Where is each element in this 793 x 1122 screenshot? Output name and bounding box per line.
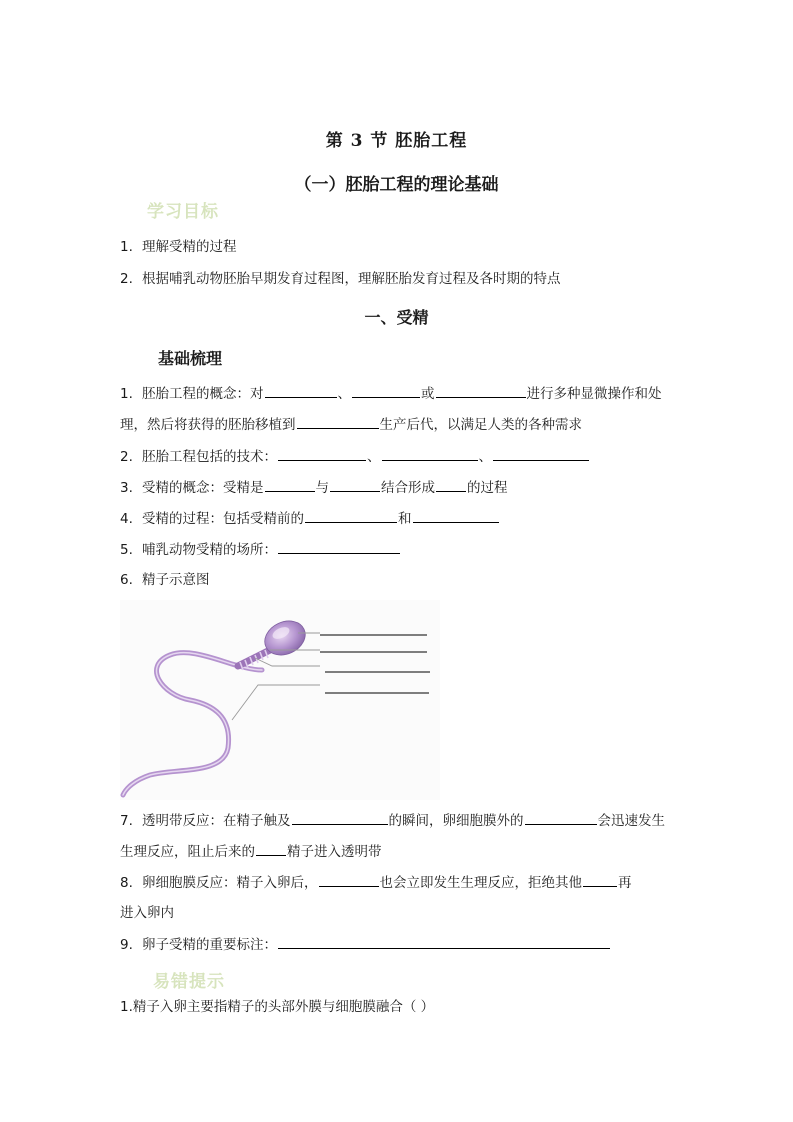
question-text: 、 [478, 449, 492, 465]
question-num: 4. [120, 511, 133, 527]
sperm-diagram [120, 600, 440, 800]
page-subtitle: （一）胚胎工程的理论基础 [294, 175, 499, 195]
question-num: 1. [120, 386, 133, 402]
answer-blank[interactable] [278, 539, 400, 554]
question-text: 结合形成 [381, 480, 435, 496]
question-1-cont [120, 414, 582, 435]
answer-blank[interactable] [297, 414, 379, 429]
question-text: 透明带反应：在精子触及 [142, 813, 291, 829]
question-text: 生产后代，以满足人类的各种需求 [379, 417, 582, 433]
answer-blank[interactable] [583, 872, 617, 887]
question-9 [120, 934, 611, 955]
question-text: 精子示意图 [142, 572, 210, 588]
question-text: 的过程 [467, 480, 508, 496]
question-7 [120, 810, 665, 831]
answer-blank[interactable] [330, 477, 380, 492]
question-num: 7. [120, 813, 133, 829]
answer-blank[interactable] [436, 383, 526, 398]
question-2 [120, 446, 590, 467]
objective-text: 根据哺乳动物胚胎早期发育过程图，理解胚胎发育过程及各时期的特点 [142, 271, 561, 287]
question-text: 的瞬间，卵细胞膜外的 [388, 813, 524, 829]
question-text: 再 [618, 875, 632, 891]
answer-blank[interactable] [305, 508, 397, 523]
answer-blank[interactable] [265, 477, 315, 492]
page-title: 第 3 节 胚胎工程 [325, 131, 468, 151]
answer-blank[interactable] [256, 841, 286, 856]
question-text: 进入卵内 [120, 905, 174, 921]
question-text: 也会立即发生生理反应，拒绝其他 [379, 875, 582, 891]
objective-num: 2. [120, 271, 133, 287]
answer-blank[interactable] [413, 508, 499, 523]
question-4 [120, 508, 500, 529]
question-num: 2. [120, 449, 133, 465]
question-text: 、 [337, 386, 351, 402]
answer-blank[interactable] [382, 446, 478, 461]
answer-blank[interactable] [292, 810, 388, 825]
question-6 [120, 570, 210, 590]
question-num: 6. [120, 572, 133, 588]
question-text: 胚胎工程包括的技术： [142, 449, 277, 465]
question-1 [120, 383, 662, 404]
question-text: 哺乳动物受精的场所： [142, 542, 277, 558]
objective-item [120, 237, 237, 257]
question-text: 卵细胞膜反应：精子入卵后， [142, 875, 318, 891]
question-text: 卵子受精的重要标注： [142, 937, 277, 953]
answer-blank[interactable] [278, 934, 610, 949]
question-num: 5. [120, 542, 133, 558]
question-num: 9. [120, 937, 133, 953]
question-text: 受精的概念：受精是 [142, 480, 264, 496]
question-text: 、 [367, 449, 381, 465]
question-text: 或 [421, 386, 435, 402]
question-8 [120, 872, 632, 893]
question-text: 受精的过程：包括受精前的 [142, 511, 304, 527]
answer-blank[interactable] [319, 872, 379, 887]
heading-basics: 基础梳理 [158, 349, 223, 368]
error-tip-item: 1.精子入卵主要指精子的头部外膜与细胞膜融合（ ） [120, 999, 435, 1015]
answer-blank[interactable] [436, 477, 466, 492]
question-num: 3. [120, 480, 133, 496]
answer-blank[interactable] [278, 446, 366, 461]
answer-blank[interactable] [493, 446, 589, 461]
heading-objectives: 学习目标 [147, 202, 219, 222]
question-text: 胚胎工程的概念：对 [142, 386, 264, 402]
question-7-cont [120, 841, 382, 862]
question-8-cont [120, 903, 174, 923]
objective-text: 理解受精的过程 [142, 239, 237, 255]
question-text: 生理反应，阻止后来的 [120, 844, 255, 860]
objective-num: 1. [120, 239, 133, 255]
answer-blank[interactable] [525, 810, 597, 825]
objective-item [120, 269, 561, 289]
question-text: 理，然后将获得的胚胎移植到 [120, 417, 296, 433]
heading-errors: 易错提示 [153, 972, 225, 992]
question-num: 8. [120, 875, 133, 891]
question-text: 和 [398, 511, 412, 527]
question-text: 精子进入透明带 [287, 844, 382, 860]
answer-blank[interactable] [265, 383, 337, 398]
question-5 [120, 539, 401, 560]
question-text: 与 [315, 480, 329, 496]
question-3 [120, 477, 508, 498]
question-text: 进行多种显微操作和处 [526, 386, 662, 402]
question-text: 会迅速发生 [597, 813, 665, 829]
answer-blank[interactable] [352, 383, 420, 398]
section-heading: 一、受精 [364, 308, 429, 327]
